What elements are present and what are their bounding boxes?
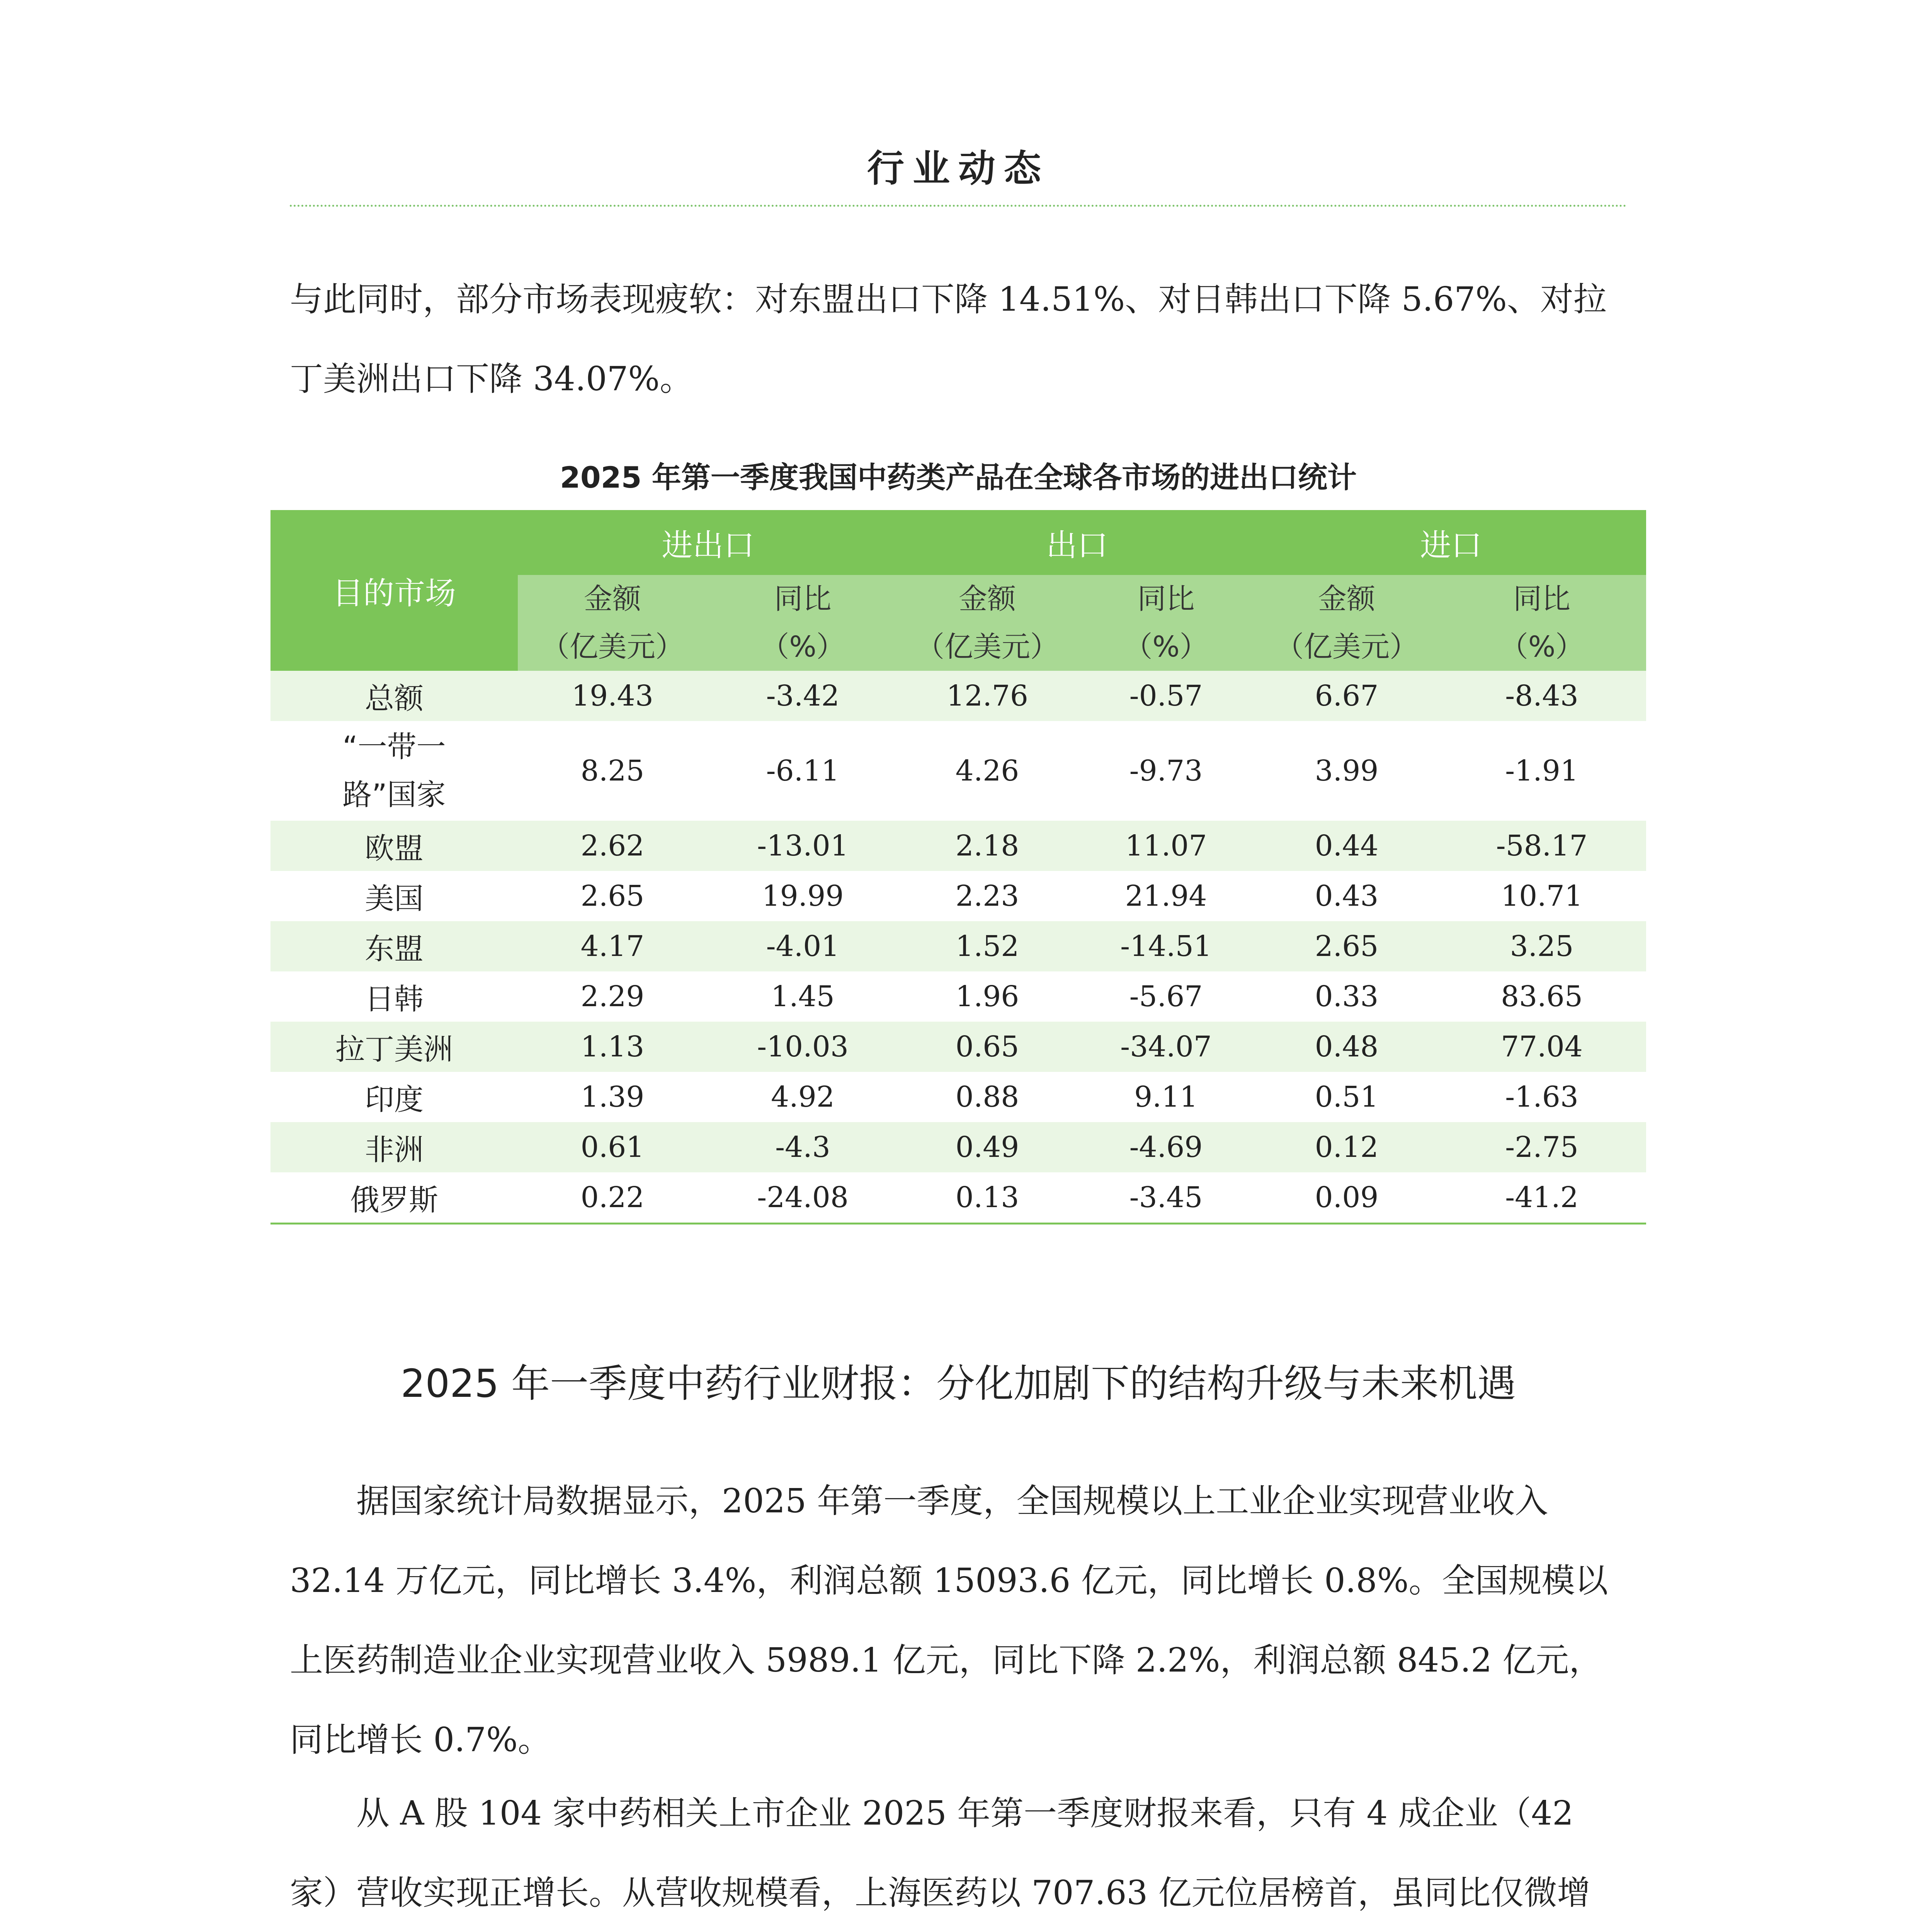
cell-export-amount: 0.49 [898, 1122, 1076, 1172]
table-title: 2025 年第一季度我国中药类产品在全球各市场的进出口统计 [560, 460, 1357, 495]
cell-export-yoy: -14.51 [1076, 921, 1256, 971]
subheader-yoy: 同比 （%） [707, 575, 898, 671]
cell-trade-yoy: -13.01 [707, 821, 898, 871]
intro-paragraph: 与此同时，部分市场表现疲软：对东盟出口下降 14.51%、对日韩出口下降 5.67%、对拉丁美洲出口下降 34.07%。 [290, 280, 1607, 398]
cell-trade-yoy: -4.01 [707, 921, 898, 971]
subheader-yoy: 同比 （%） [1437, 575, 1646, 671]
table-row [270, 1022, 1646, 1072]
page-header-title: 行业动态 [867, 147, 1050, 190]
cell-export-yoy: -9.73 [1129, 754, 1203, 787]
market-column-header: 目的市场 [270, 510, 518, 671]
cell-export-amount: 1.96 [955, 980, 1019, 1013]
cell-import-yoy: -1.91 [1505, 754, 1579, 787]
cell-trade-amount: 2.29 [580, 980, 645, 1013]
cell-trade-amount: 8.25 [580, 754, 645, 787]
cell-export-yoy: -3.45 [1076, 1172, 1256, 1224]
cell-market: 欧盟 [270, 821, 518, 871]
table-row [270, 721, 1646, 821]
cell-trade-amount: 1.39 [580, 1080, 645, 1114]
group-header-trade: 进出口 [518, 510, 898, 575]
table-row [270, 921, 1646, 971]
cell-trade-yoy: 1.45 [771, 980, 835, 1013]
cell-trade-amount: 4.17 [518, 921, 707, 971]
table-row [270, 1122, 1646, 1172]
table-row [270, 821, 1646, 871]
cell-export-yoy: 21.94 [1125, 879, 1207, 913]
cell-export-amount: 0.13 [898, 1172, 1076, 1224]
cell-export-amount: 4.26 [955, 754, 1019, 787]
body-paragraph: 据国家统计局数据显示，2025 年第一季度，全国规模以上工业企业实现营业收入 32.14 万亿元，同比增长 3.4%，利润总额 15093.6 亿元，同比增长 0.8%。全国规模以上医药制造业企业实现营业收入 5989.1 亿元，同比下降 2.2%，利润总额 845.2 亿元，同比增长 0.7%。 [290, 1482, 1608, 1759]
cell-import-amount: 2.65 [1256, 921, 1437, 971]
table-row [270, 971, 1646, 1022]
cell-market: 东盟 [270, 921, 518, 971]
cell-export-amount: 2.18 [898, 821, 1076, 871]
cell-market: 拉丁美洲 [270, 1022, 518, 1072]
cell-import-yoy: 3.25 [1437, 921, 1646, 971]
cell-trade-yoy: 4.92 [771, 1080, 835, 1114]
cell-trade-amount: 19.43 [518, 671, 707, 721]
subheader-amount: 金额 （亿美元） [898, 575, 1076, 671]
cell-export-yoy: -5.67 [1129, 980, 1203, 1013]
table-row [270, 1172, 1646, 1224]
cell-import-yoy: -1.63 [1505, 1080, 1579, 1114]
cell-import-amount: 0.48 [1256, 1022, 1437, 1072]
cell-import-amount: 0.33 [1315, 980, 1379, 1013]
cell-market: “一带一路”国家 [342, 730, 446, 812]
cell-trade-yoy: -6.11 [766, 754, 840, 787]
cell-import-yoy: -58.17 [1437, 821, 1646, 871]
trade-stats-table [270, 510, 1646, 1225]
cell-market: 日韩 [365, 981, 424, 1016]
cell-trade-yoy: 19.99 [762, 879, 844, 913]
subheader-amount: 金额 （亿美元） [1256, 575, 1437, 671]
cell-export-amount: 12.76 [898, 671, 1076, 721]
cell-import-amount: 0.43 [1315, 879, 1379, 913]
cell-market: 俄罗斯 [270, 1172, 518, 1224]
cell-trade-amount: 0.22 [518, 1172, 707, 1224]
cell-export-yoy: -0.57 [1076, 671, 1256, 721]
cell-import-amount: 3.99 [1315, 754, 1379, 787]
cell-import-amount: 0.09 [1256, 1172, 1437, 1224]
cell-import-yoy: 83.65 [1501, 980, 1583, 1013]
table-row [270, 671, 1646, 721]
table-row [270, 1072, 1646, 1122]
cell-trade-amount: 0.61 [518, 1122, 707, 1172]
group-header-export: 出口 [898, 510, 1256, 575]
cell-export-yoy: -4.69 [1076, 1122, 1256, 1172]
cell-import-amount: 6.67 [1256, 671, 1437, 721]
section-title: 2025 年一季度中药行业财报：分化加剧下的结构升级与未来机遇 [400, 1361, 1516, 1406]
cell-market: 总额 [270, 671, 518, 721]
cell-market: 印度 [365, 1082, 424, 1117]
body-paragraph: 从 A 股 104 家中药相关上市企业 2025 年第一季度财报来看，只有 4 成企业（42 家）营收实现正增长。从营收规模看，上海医药以 707.63 亿元位居榜首，虽同比仅微增 [290, 1794, 1590, 1912]
cell-trade-yoy: -10.03 [707, 1022, 898, 1072]
cell-import-amount: 0.51 [1315, 1080, 1379, 1114]
cell-export-yoy: -34.07 [1076, 1022, 1256, 1072]
cell-export-amount: 2.23 [955, 879, 1019, 913]
table-row [270, 871, 1646, 921]
cell-trade-amount: 2.62 [518, 821, 707, 871]
cell-trade-yoy: -4.3 [707, 1122, 898, 1172]
cell-import-amount: 0.12 [1256, 1122, 1437, 1172]
cell-export-yoy: 9.11 [1134, 1080, 1198, 1114]
cell-import-yoy: -8.43 [1437, 671, 1646, 721]
cell-import-yoy: -2.75 [1437, 1122, 1646, 1172]
header-divider [290, 205, 1627, 207]
cell-import-yoy: 10.71 [1501, 879, 1583, 913]
cell-export-amount: 0.88 [955, 1080, 1019, 1114]
cell-export-yoy: 11.07 [1076, 821, 1256, 871]
cell-trade-amount: 2.65 [580, 879, 645, 913]
subheader-amount: 金额 （亿美元） [518, 575, 707, 671]
cell-export-amount: 1.52 [898, 921, 1076, 971]
cell-import-amount: 0.44 [1256, 821, 1437, 871]
cell-market: 美国 [365, 881, 424, 916]
cell-export-amount: 0.65 [898, 1022, 1076, 1072]
group-header-import: 进口 [1256, 510, 1646, 575]
table-group-header-row [270, 510, 1646, 575]
cell-import-yoy: -41.2 [1437, 1172, 1646, 1224]
cell-trade-amount: 1.13 [518, 1022, 707, 1072]
cell-trade-yoy: -24.08 [707, 1172, 898, 1224]
subheader-yoy: 同比 （%） [1076, 575, 1256, 671]
cell-market: 非洲 [270, 1122, 518, 1172]
cell-trade-yoy: -3.42 [707, 671, 898, 721]
cell-import-yoy: 77.04 [1437, 1022, 1646, 1072]
